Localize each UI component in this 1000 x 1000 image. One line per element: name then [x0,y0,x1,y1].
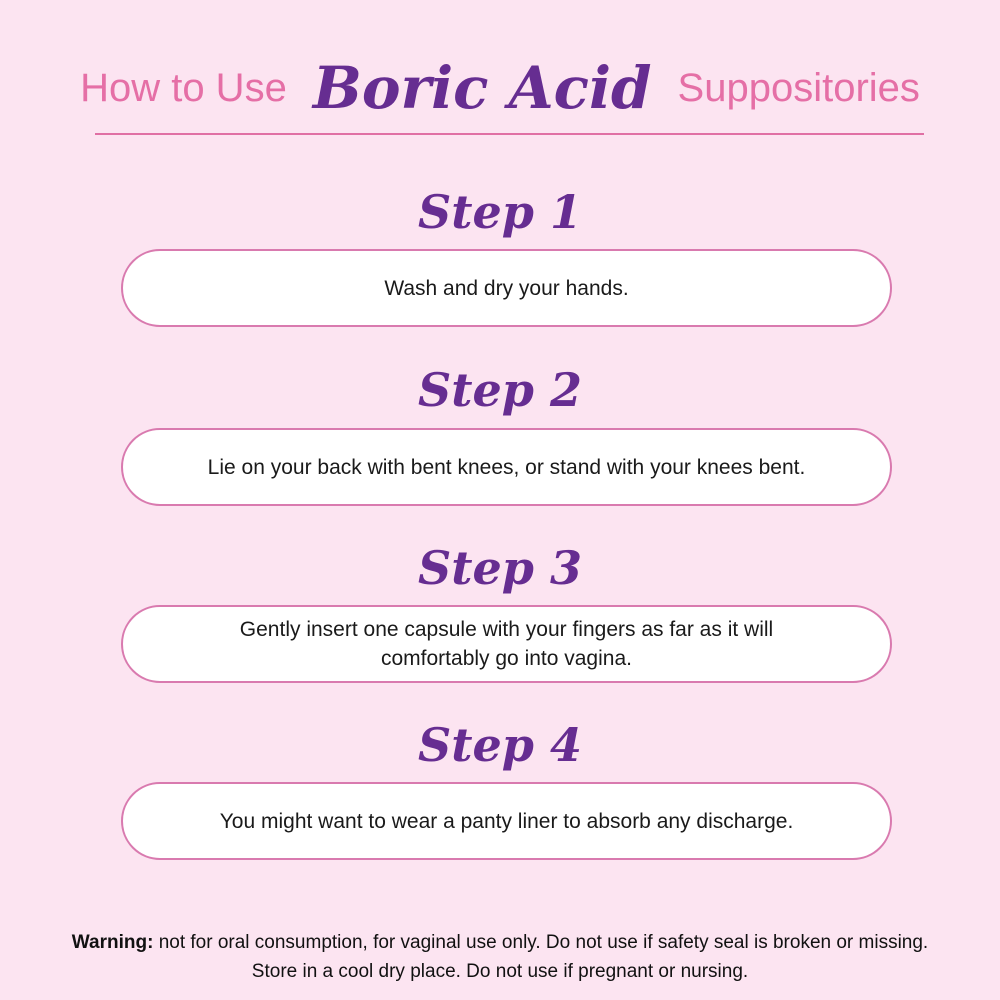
warning-label: Warning: [71,932,154,953]
step-2-box [121,428,892,506]
warning-line [20,928,980,957]
title-product-name: Boric Acid [312,54,652,122]
step-1-box [121,249,892,327]
step-4-box [121,782,892,860]
title-suffix: Suppositories [677,65,920,110]
step-4-heading: Step 4 [418,718,582,772]
title-divider [95,133,924,135]
step-2-text: Lie on your back with bent knees, or stand with your knees bent. [207,455,806,479]
page-title [0,48,1000,128]
step-3-heading: Step 3 [418,541,582,595]
step-3-box [121,605,892,683]
step-4-text: You might want to wear a panty liner to absorb any discharge. [219,809,794,833]
step-1-text: Wash and dry your hands. [384,276,629,300]
warning-text: not for oral consumption, for vaginal use only. Do not use if safety seal is broken or missing. [158,932,929,953]
step-3-text: Gently insert one capsule with your fingers as far as it will comfortably go into vagina. [239,618,774,670]
step-2-heading: Step 2 [418,363,582,417]
title-prefix: How to Use [80,65,287,110]
warning-footer [20,928,980,986]
storage-line: Store in a cool dry place. Do not use if pregnant or nursing. [251,961,749,982]
step-1-heading: Step 1 [418,185,582,239]
